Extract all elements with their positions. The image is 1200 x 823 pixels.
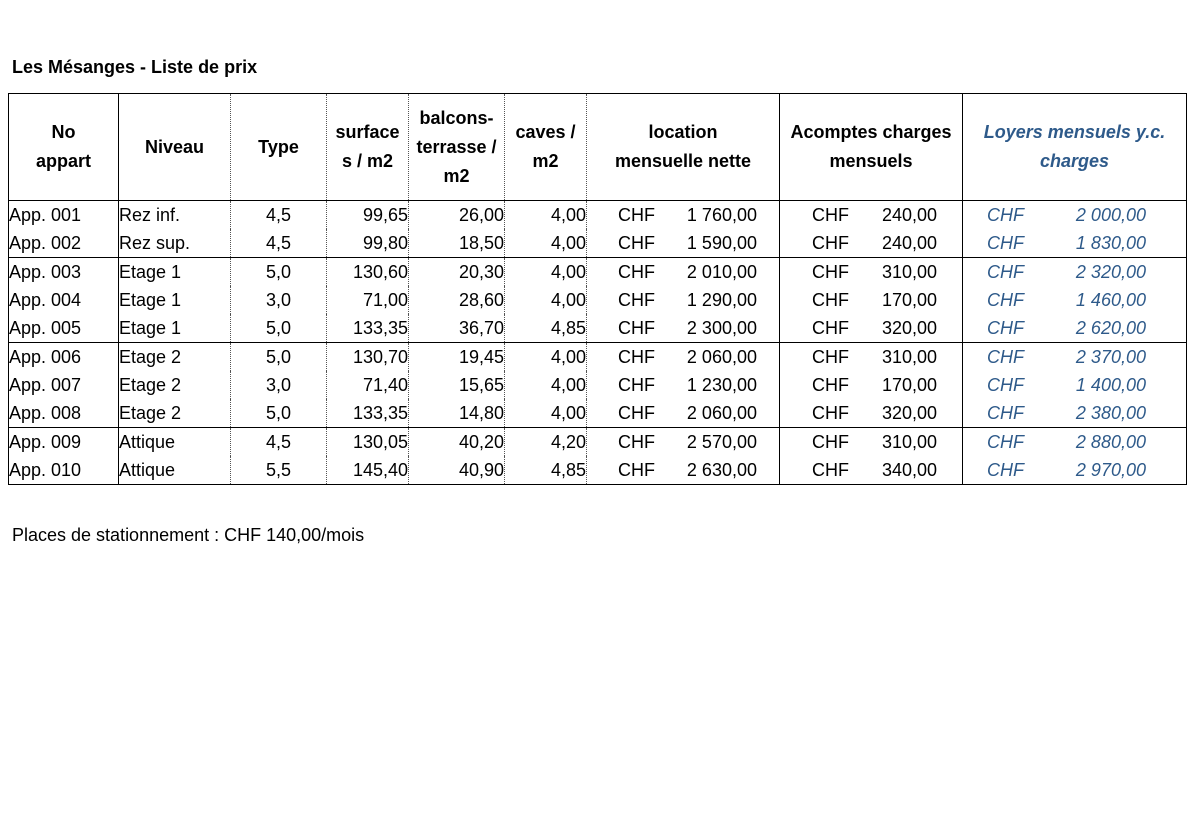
cell-loyer-amount: 2 380,00 [1075, 403, 1146, 423]
cell-niveau: Rez inf. [119, 201, 231, 230]
cell-caves: 4,85 [505, 314, 587, 343]
currency-label: CHF [812, 262, 849, 282]
cell-caves: 4,00 [505, 201, 587, 230]
cell-type: 5,0 [231, 314, 327, 343]
cell-charges-amount: 240,00 [881, 233, 937, 253]
currency-label: CHF [812, 403, 849, 423]
cell-surface: 99,80 [327, 229, 409, 258]
cell-balcons: 19,45 [409, 343, 505, 372]
cell-charges-amount: 320,00 [881, 318, 937, 338]
currency-label: CHF [812, 290, 849, 310]
cell-app: App. 002 [9, 229, 119, 258]
cell-location-amount: 2 060,00 [686, 347, 757, 367]
header-surface [327, 94, 409, 201]
currency-label: CHF [987, 290, 1024, 310]
header-type [231, 94, 327, 201]
cell-location [587, 399, 780, 428]
cell-location-amount: 1 230,00 [686, 375, 757, 395]
header-balcons-line2: terrasse / [416, 136, 497, 157]
cell-location-amount: 1 290,00 [686, 290, 757, 310]
cell-location [587, 343, 780, 372]
document-title: Les Mésanges - Liste de prix [12, 57, 258, 77]
currency-label: CHF [812, 432, 849, 452]
currency-label: CHF [618, 205, 655, 225]
cell-charges-amount: 310,00 [881, 262, 937, 282]
cell-balcons: 20,30 [409, 258, 505, 287]
cell-balcons: 15,65 [409, 371, 505, 399]
cell-app: App. 001 [9, 201, 119, 230]
header-loyers [963, 94, 1187, 201]
cell-surface: 71,00 [327, 286, 409, 314]
cell-location-amount: 2 060,00 [686, 403, 757, 423]
cell-charges [780, 314, 963, 343]
cell-balcons: 40,20 [409, 428, 505, 457]
currency-label: CHF [987, 233, 1024, 253]
cell-balcons: 36,70 [409, 314, 505, 343]
cell-charges-amount: 320,00 [881, 403, 937, 423]
cell-app: App. 005 [9, 314, 119, 343]
cell-caves: 4,00 [505, 343, 587, 372]
cell-type: 3,0 [231, 371, 327, 399]
table-row [9, 456, 1187, 485]
cell-loyer [963, 371, 1187, 399]
header-balcons-line1: balcons- [419, 107, 494, 128]
cell-balcons: 18,50 [409, 229, 505, 258]
cell-loyer [963, 399, 1187, 428]
cell-loyer [963, 456, 1187, 485]
cell-loyer [963, 428, 1187, 457]
cell-app: App. 010 [9, 456, 119, 485]
cell-charges-amount: 170,00 [881, 290, 937, 310]
header-acomptes-line1: Acomptes charges [790, 122, 952, 142]
currency-label: CHF [812, 318, 849, 338]
table-row [9, 229, 1187, 258]
cell-loyer [963, 286, 1187, 314]
price-table [8, 93, 1187, 485]
cell-balcons: 26,00 [409, 201, 505, 230]
cell-app: App. 009 [9, 428, 119, 457]
cell-surface: 133,35 [327, 314, 409, 343]
cell-app: App. 007 [9, 371, 119, 399]
cell-caves: 4,20 [505, 428, 587, 457]
cell-loyer-amount: 2 000,00 [1075, 205, 1146, 225]
cell-niveau: Etage 1 [119, 258, 231, 287]
cell-app: App. 003 [9, 258, 119, 287]
cell-caves: 4,00 [505, 229, 587, 258]
cell-type: 5,0 [231, 343, 327, 372]
cell-balcons: 28,60 [409, 286, 505, 314]
cell-loyer [963, 314, 1187, 343]
header-niveau [119, 94, 231, 201]
cell-niveau: Etage 2 [119, 343, 231, 372]
currency-label: CHF [987, 432, 1024, 452]
cell-niveau: Etage 1 [119, 286, 231, 314]
cell-niveau: Attique [119, 428, 231, 457]
cell-type: 5,0 [231, 258, 327, 287]
cell-balcons: 14,80 [409, 399, 505, 428]
cell-caves: 4,85 [505, 456, 587, 485]
table-row [9, 286, 1187, 314]
header-surface-line2: s / m2 [341, 151, 394, 171]
currency-label: CHF [987, 460, 1024, 480]
table-row [9, 343, 1187, 372]
header-caves-line2: m2 [532, 151, 559, 171]
cell-niveau: Etage 1 [119, 314, 231, 343]
cell-charges-amount: 240,00 [881, 205, 937, 225]
currency-label: CHF [812, 205, 849, 225]
cell-location-amount: 1 590,00 [686, 233, 757, 253]
cell-charges [780, 399, 963, 428]
header-caves-line1: caves / [515, 122, 576, 142]
currency-label: CHF [987, 403, 1024, 423]
cell-loyer [963, 258, 1187, 287]
cell-app: App. 008 [9, 399, 119, 428]
cell-loyer-amount: 2 620,00 [1075, 318, 1146, 338]
cell-loyer-amount: 2 370,00 [1075, 347, 1146, 367]
cell-charges [780, 371, 963, 399]
cell-charges [780, 286, 963, 314]
cell-location-amount: 1 760,00 [686, 205, 757, 225]
cell-loyer [963, 229, 1187, 258]
header-balcons-line3: m2 [443, 165, 470, 186]
cell-location [587, 314, 780, 343]
cell-location [587, 258, 780, 287]
header-caves [505, 94, 587, 201]
cell-loyer-amount: 1 830,00 [1075, 233, 1146, 253]
currency-label: CHF [618, 375, 655, 395]
cell-surface: 99,65 [327, 201, 409, 230]
table-row [9, 258, 1187, 287]
cell-surface: 130,60 [327, 258, 409, 287]
cell-loyer-amount: 2 320,00 [1075, 262, 1146, 282]
cell-caves: 4,00 [505, 371, 587, 399]
cell-niveau: Etage 2 [119, 399, 231, 428]
cell-location-amount: 2 630,00 [686, 460, 757, 480]
cell-location [587, 456, 780, 485]
header-no-appart-line2: appart [35, 151, 91, 171]
parking-note: Places de stationnement : CHF 140,00/mois [12, 525, 365, 545]
header-niveau-label: Niveau [144, 136, 205, 157]
currency-label: CHF [812, 460, 849, 480]
cell-charges-amount: 170,00 [881, 375, 937, 395]
currency-label: CHF [618, 262, 655, 282]
header-no-appart [9, 94, 119, 201]
currency-label: CHF [618, 403, 655, 423]
currency-label: CHF [618, 432, 655, 452]
currency-label: CHF [987, 262, 1024, 282]
cell-loyer-amount: 1 400,00 [1075, 375, 1146, 395]
cell-surface: 133,35 [327, 399, 409, 428]
cell-surface: 130,05 [327, 428, 409, 457]
cell-charges [780, 456, 963, 485]
header-type-label: Type [258, 136, 299, 157]
cell-caves: 4,00 [505, 399, 587, 428]
cell-niveau: Rez sup. [119, 229, 231, 258]
currency-label: CHF [618, 318, 655, 338]
cell-charges [780, 343, 963, 372]
table-row [9, 428, 1187, 457]
cell-app: App. 006 [9, 343, 119, 372]
cell-niveau: Attique [119, 456, 231, 485]
cell-balcons: 40,90 [409, 456, 505, 485]
currency-label: CHF [987, 205, 1024, 225]
cell-niveau: Etage 2 [119, 371, 231, 399]
header-row [9, 94, 1187, 201]
cell-loyer-amount: 2 970,00 [1075, 460, 1146, 480]
header-surface-line1: surface [335, 122, 400, 142]
cell-type: 4,5 [231, 428, 327, 457]
cell-location-amount: 2 010,00 [686, 262, 757, 282]
cell-surface: 145,40 [327, 456, 409, 485]
cell-surface: 130,70 [327, 343, 409, 372]
currency-label: CHF [618, 290, 655, 310]
table-row [9, 314, 1187, 343]
header-location-line2: mensuelle nette [614, 151, 752, 171]
table-body [9, 201, 1187, 485]
header-no-appart-line1: No [51, 122, 76, 142]
cell-charges-amount: 340,00 [881, 460, 937, 480]
currency-label: CHF [618, 460, 655, 480]
cell-location [587, 371, 780, 399]
cell-type: 5,5 [231, 456, 327, 485]
header-balcons [409, 94, 505, 201]
cell-app: App. 004 [9, 286, 119, 314]
cell-location-amount: 2 300,00 [686, 318, 757, 338]
currency-label: CHF [987, 347, 1024, 367]
cell-loyer [963, 343, 1187, 372]
cell-loyer-amount: 1 460,00 [1075, 290, 1146, 310]
currency-label: CHF [618, 233, 655, 253]
cell-surface: 71,40 [327, 371, 409, 399]
cell-location-amount: 2 570,00 [686, 432, 757, 452]
table-row [9, 201, 1187, 230]
cell-charges-amount: 310,00 [881, 347, 937, 367]
cell-type: 3,0 [231, 286, 327, 314]
table-row [9, 371, 1187, 399]
currency-label: CHF [987, 375, 1024, 395]
currency-label: CHF [618, 347, 655, 367]
cell-charges [780, 201, 963, 230]
header-acomptes [780, 94, 963, 201]
cell-type: 4,5 [231, 229, 327, 258]
header-acomptes-line2: mensuels [829, 151, 913, 171]
table-row [9, 399, 1187, 428]
header-loyers-line2: charges [1039, 151, 1110, 171]
cell-charges-amount: 310,00 [881, 432, 937, 452]
cell-loyer-amount: 2 880,00 [1075, 432, 1146, 452]
cell-location [587, 201, 780, 230]
cell-loyer [963, 201, 1187, 230]
cell-location [587, 229, 780, 258]
cell-charges [780, 428, 963, 457]
cell-location [587, 286, 780, 314]
currency-label: CHF [812, 375, 849, 395]
currency-label: CHF [812, 347, 849, 367]
cell-caves: 4,00 [505, 258, 587, 287]
cell-type: 5,0 [231, 399, 327, 428]
cell-type: 4,5 [231, 201, 327, 230]
currency-label: CHF [987, 318, 1024, 338]
cell-charges [780, 229, 963, 258]
header-location [587, 94, 780, 201]
currency-label: CHF [812, 233, 849, 253]
header-location-line1: location [648, 122, 718, 142]
cell-location [587, 428, 780, 457]
cell-caves: 4,00 [505, 286, 587, 314]
header-loyers-line1: Loyers mensuels y.c. [983, 122, 1166, 142]
cell-charges [780, 258, 963, 287]
